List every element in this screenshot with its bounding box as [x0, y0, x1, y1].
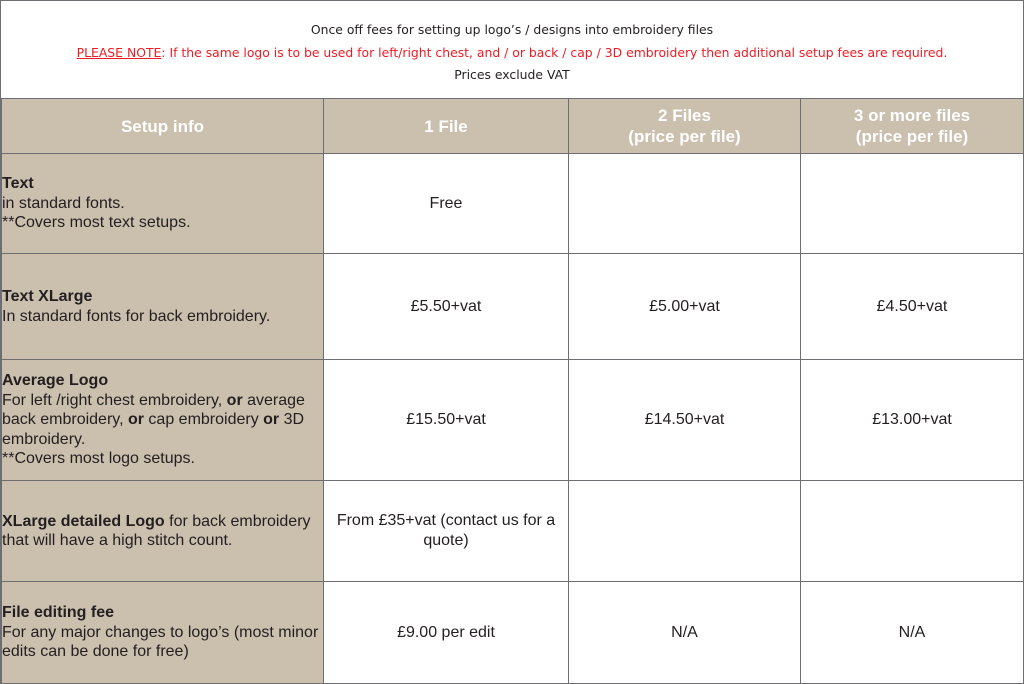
price-value: £15.50+vat	[406, 411, 486, 428]
note-line-vat: Prices exclude VAT	[454, 67, 570, 82]
column-header-3-or-more-files	[801, 99, 1024, 154]
price-value: N/A	[671, 623, 698, 641]
column-header-label: Setup info	[120, 116, 205, 136]
table-row-xlarge-detailed-logo	[2, 481, 1024, 582]
note-line-fees: Once off fees for setting up logo’s / designs into embroidery files	[310, 22, 714, 37]
row-title: File editing fee	[2, 604, 115, 622]
price-cell-3-files	[801, 582, 1024, 684]
description-emphasis: or	[226, 391, 243, 409]
price-value: £5.00+vat	[649, 297, 720, 315]
column-header-sublabel: (price per file)	[855, 127, 969, 146]
description-part: cap embroidery	[143, 411, 264, 429]
price-value: £4.50+vat	[876, 297, 948, 315]
column-header-1-file	[324, 99, 569, 154]
table-row-text	[2, 154, 1024, 254]
row-header-text	[2, 154, 324, 254]
column-header-label: 1 File	[424, 116, 468, 136]
row-description-note: **Covers most logo setups.	[2, 450, 195, 468]
price-cell-3-files	[801, 481, 1024, 582]
note-line-warning	[1, 42, 1023, 65]
table-row-file-editing-fee	[2, 582, 1024, 684]
table-header-row	[2, 99, 1024, 154]
column-header-label: 3 or more files	[853, 106, 971, 125]
row-title: Average Logo	[2, 372, 109, 390]
row-description	[2, 512, 323, 551]
description-part: For left /right chest embroidery,	[2, 391, 227, 409]
pricing-table	[1, 98, 1024, 684]
row-description	[2, 391, 323, 450]
warning-label: PLEASE NOTE	[76, 44, 162, 60]
warning-text: : If the same logo is to be used for left/right chest, and / or back / cap / 3D embroidery then additional setup fees are required.	[161, 44, 948, 60]
price-cell-1-file	[324, 481, 569, 582]
row-title-suffix: for back embroidery that will have a high stitch count.	[2, 512, 311, 549]
price-value: Free	[429, 194, 463, 212]
table-row-average-logo	[2, 360, 1024, 481]
header-note	[1, 1, 1023, 98]
price-value: N/A	[898, 623, 926, 641]
price-value: £9.00 per edit	[397, 623, 495, 641]
row-description: **Covers most text setups.	[2, 214, 191, 232]
row-title: Text	[2, 175, 34, 193]
column-header-setup-info	[2, 99, 324, 154]
price-cell-1-file	[324, 582, 569, 684]
price-cell-2-files	[569, 154, 801, 254]
price-cell-3-files	[801, 254, 1024, 360]
column-header-sublabel: (price per file)	[628, 127, 741, 146]
table-row-text-xlarge	[2, 254, 1024, 360]
price-value: £5.50+vat	[410, 297, 482, 315]
description-part: 3D embroidery.	[2, 411, 305, 448]
column-header-label: 2 Files	[658, 106, 711, 125]
price-value: £14.50+vat	[644, 411, 725, 428]
price-cell-1-file	[324, 360, 569, 481]
row-header-file-editing-fee	[2, 582, 324, 684]
column-header-2-files	[569, 99, 801, 154]
price-cell-1-file	[324, 154, 569, 254]
price-value: £13.00+vat	[872, 411, 952, 428]
row-header-xlarge-detailed-logo	[2, 481, 324, 582]
row-description: In standard fonts for back embroidery.	[2, 307, 271, 325]
description-emphasis: or	[127, 411, 144, 429]
row-title: XLarge detailed Logo	[2, 512, 165, 530]
price-cell-2-files	[569, 254, 801, 360]
row-title: Text XLarge	[2, 288, 93, 305]
price-cell-3-files	[801, 154, 1024, 254]
price-cell-2-files	[569, 481, 801, 582]
price-cell-2-files	[569, 360, 801, 481]
price-value: From £35+vat (contact us for a quote)	[336, 512, 556, 549]
row-description: For any major changes to logo’s (most minor edits can be done for free)	[2, 623, 319, 661]
description-emphasis: or	[263, 411, 280, 429]
description-part: average back embroidery,	[2, 391, 305, 429]
row-description: in standard fonts.	[2, 194, 125, 212]
row-header-average-logo	[2, 360, 324, 481]
row-header-text-xlarge	[2, 254, 324, 360]
price-cell-1-file	[324, 254, 569, 360]
price-cell-2-files	[569, 582, 801, 684]
price-cell-3-files	[801, 360, 1024, 481]
